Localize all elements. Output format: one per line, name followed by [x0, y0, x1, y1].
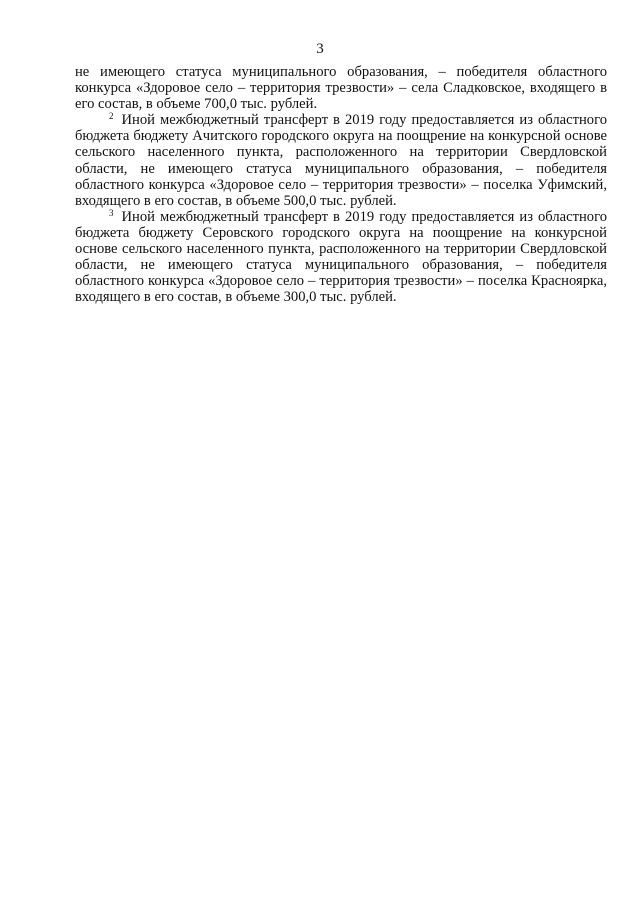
paragraph-continuation [75, 64, 607, 112]
page-number: 3 [316, 41, 324, 57]
document-body [75, 64, 607, 305]
paragraph-text: не имеющего статуса муниципального образования, – победителя областного конкурса «Здоровое село – территория трезвости» – села Сладковское, входящего в его состав, в объеме 700,0 тыс. рублей. [75, 64, 607, 113]
paragraph-text: Иной межбюджетный трансферт в 2019 году предоставляется из областного бюджета бюджету Серовского городского округа на поощрение на конкурсной основе сельского населенного пункта, расположенного на территории Свердловской области, не имеющего статуса муниципального образования, – победителя областного конкурса «Здоровое село – территория трезвости» – поселка Красноярка, входящего в его состав, в объеме 300,0 тыс. рублей. [75, 208, 607, 306]
footnote-marker: 3 [109, 207, 114, 218]
footnote-marker: 2 [109, 111, 114, 122]
paragraph-footnote-2 [75, 112, 607, 209]
paragraph-text: Иной межбюджетный трансферт в 2019 году предоставляется из областного бюджета бюджету Ачитского городского округа на поощрение на конкурсной основе сельского населенного пункта, расположенного на территории Свердловской области, не имеющего статуса муниципального образования, – победителя областного конкурса «Здоровое село – территория трезвости» – поселка Уфимский, входящего в его состав, в объеме 500,0 тыс. рублей. [75, 112, 607, 209]
paragraph-footnote-3 [75, 209, 607, 306]
